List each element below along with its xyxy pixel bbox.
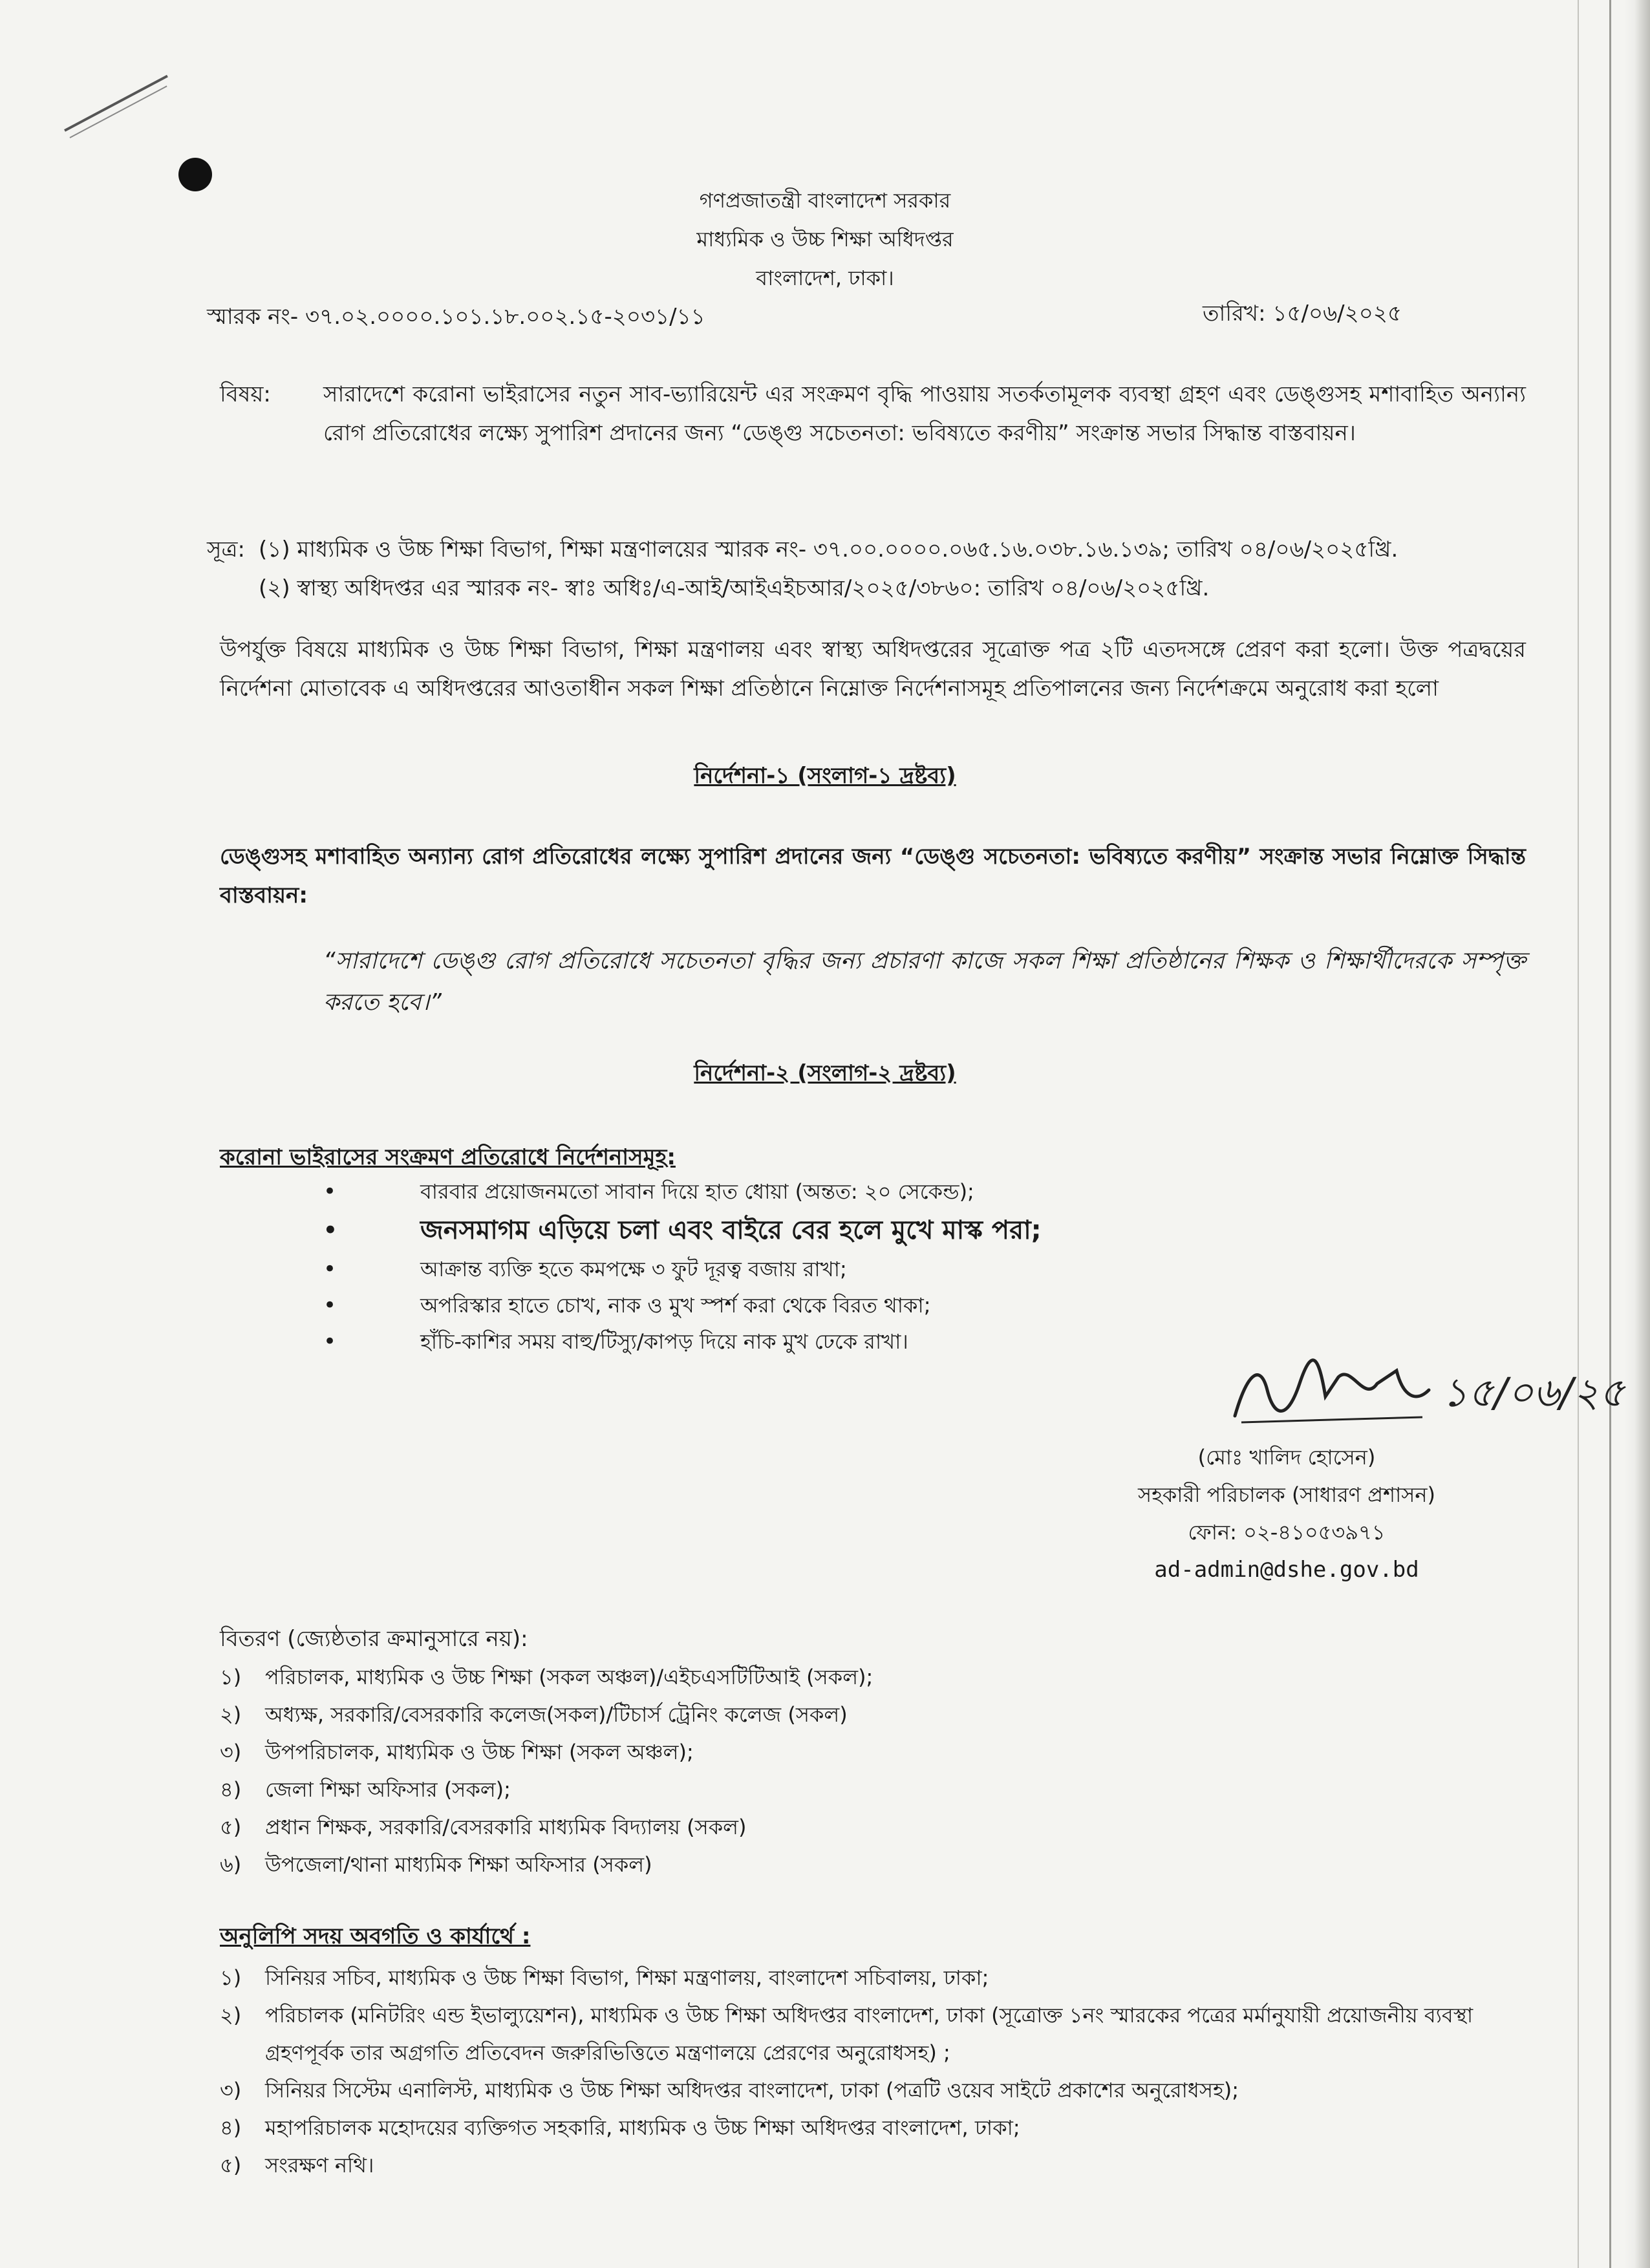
directive-2-subheading: করোনা ভাইরাসের সংক্রমণ প্রতিরোধে নির্দেশনাসমূহ:: [220, 1144, 676, 1170]
directive-2-heading: নির্দেশনা-২ (সংলাগ-২ দ্রষ্টব্য): [694, 1060, 956, 1086]
item-text: অধ্যক্ষ, সরকারি/বেসরকারি কলেজ(সকল)/টিচার্স ট্রেনিং কলেজ (সকল): [265, 1702, 848, 1727]
memo-date: তারিখ: ১৫/০৬/২০২৫: [1203, 301, 1402, 326]
list-item: [220, 1996, 1526, 2071]
list-item: • হাঁচি-কাশির সময় বাহু/টিস্যু/কাপড় দিয়ে নাক মুখ ঢেকে রাখা।: [323, 1323, 1552, 1360]
directive-1-intro: ডেঙ্গুসহ মশাবাহিত অন্যান্য রোগ প্রতিরোধের লক্ষ্যে সুপারিশ প্রদানের জন্য “ডেঙ্গু সচেতনতা: ভবিষ্যতে করণীয়” সংক্রান্ত সভার নিম্নোক্ত সিদ্ধান্ত বাস্তবায়ন:: [220, 844, 1526, 908]
list-item: [220, 1808, 1513, 1846]
list-item: [220, 2071, 1526, 2109]
subject-label: বিষয়:: [220, 381, 271, 407]
item-text: উপজেলা/থানা মাধ্যমিক শিক্ষা অফিসার (সকল): [265, 1852, 652, 1877]
item-number: ২): [220, 2003, 242, 2027]
list-item: [220, 1771, 1513, 1808]
reference-list: [259, 530, 1552, 608]
reference-label: সূত্র:: [207, 537, 245, 562]
page-edge-shadow: [1624, 0, 1650, 2268]
reference-item-1: (১) মাধ্যমিক ও উচ্চ শিক্ষা বিভাগ, শিক্ষা মন্ত্রণালয়ের স্মারক নং- ৩৭.০০.০০০০.০৬৫.১৬.০৩৮.১৬.১৩৯; তারিখ ০৪/০৬/২০২৫খ্রি.: [259, 537, 1398, 562]
distribution-list: [220, 1658, 1513, 1883]
handwritten-signature: [1228, 1345, 1625, 1435]
list-item: • আক্রান্ত ব্যক্তি হতে কমপক্ষে ৩ ফুট দূরত্ব বজায় রাখা;: [323, 1251, 1552, 1287]
signatory-phone: ফোন: ০২-৪১০৫৩৯৭১: [1188, 1520, 1386, 1545]
item-text: সংরক্ষণ নথি।: [265, 2153, 374, 2177]
signatory-email: ad-admin@dshe.gov.bd: [1154, 1557, 1419, 1583]
item-number: ৪): [220, 2115, 242, 2140]
item-text: উপপরিচালক, মাধ্যমিক ও উচ্চ শিক্ষা (সকল অঞ্চল);: [265, 1740, 694, 1764]
directive-1-quote: “সারাদেশে ডেঙ্গু রোগ প্রতিরোধে সচেতনতা বৃদ্ধির জন্য প্রচারণা কাজে সকল শিক্ষা প্রতিষ্ঠানের শিক্ষক ও শিক্ষার্থীদেরকে সম্পৃক্ত করতে হবে।”: [323, 948, 1526, 1016]
list-item: [220, 1733, 1513, 1771]
list-item: • বারবার প্রয়োজনমতো সাবান দিয়ে হাত ধোয়া (অন্তত: ২০ সেকেন্ড);: [323, 1173, 1552, 1210]
item-text: পরিচালক (মনিটরিং এন্ড ইভাল্যুয়েশন), মাধ্যমিক ও উচ্চ শিক্ষা অধিদপ্তর বাংলাদেশ, ঢাকা (সূত্রোক্ত ১নং স্মারকের পত্রের মর্মানুযায়ী প্রয়োজনীয় ব্যবস্থা গ্রহণপূর্বক তার অগ্রগতি প্রতিবেদন জরুরিভিত্তিতে মন্ত্রণালয়ে প্রেরণের অনুরোধসহ) ;: [265, 2003, 1473, 2065]
list-item: [220, 2146, 1526, 2184]
item-number: ১): [220, 1665, 242, 1689]
reference-item-2: (২) স্বাস্থ্য অধিদপ্তর এর স্মারক নং- স্বাঃ অধিঃ/এ-আই/আইএইচআর/২০২৫/৩৮৬০: তারিখ ০৪/০৬/২০২৫খ্রি.: [259, 575, 1210, 601]
signature-date: ১৫/০৬/২৫: [1442, 1369, 1625, 1416]
memo-number: স্মারক নং- ৩৭.০২.০০০০.১০১.১৮.০০২.১৫-২০৩১/১১: [207, 304, 705, 330]
directive-1-heading: নির্দেশনা-১ (সংলাগ-১ দ্রষ্টব্য): [694, 763, 956, 789]
signatory-name: (মোঃ খালিদ হোসেন): [1197, 1445, 1376, 1470]
subject-text: সারাদেশে করোনা ভাইরাসের নতুন সাব-ভ্যারিয়েন্ট এর সংক্রমণ বৃদ্ধি পাওয়ায় সতর্কতামূলক ব্যবস্থা গ্রহণ এবং ডেঙ্গুসহ মশাবাহিত অন্যান্য রোগ প্রতিরোধের লক্ষ্যে সুপারিশ প্রদানের জন্য “ডেঙ্গু সচেতনতা: ভবিষ্যতে করণীয়” সংক্রান্ত সভার সিদ্ধান্ত বাস্তবায়ন।: [323, 381, 1526, 446]
corona-guidelines-list: [323, 1173, 1552, 1360]
list-item: [220, 2109, 1526, 2146]
item-number: ৫): [220, 2153, 242, 2177]
list-item: [220, 1658, 1513, 1696]
body-paragraph: উপর্যুক্ত বিষয়ে মাধ্যমিক ও উচ্চ শিক্ষা বিভাগ, শিক্ষা মন্ত্রণালয় এবং স্বাস্থ্য অধিদপ্তরের সূত্রোক্ত পত্র ২টি এতদসঙ্গে প্রেরণ করা হলো। উক্ত পত্রদ্বয়ের নির্দেশনা মোতাবেক এ অধিদপ্তরের আওতাধীন সকল শিক্ষা প্রতিষ্ঠানে নিম্নোক্ত নির্দেশনাসমূহ প্রতিপালনের জন্য নির্দেশক্রমে অনুরোধ করা হলো: [220, 637, 1526, 701]
copies-heading: অনুলিপি সদয় অবগতি ও কার্যার্থে :: [220, 1923, 531, 1949]
letterhead: [0, 181, 1650, 297]
list-item: [220, 1696, 1513, 1733]
item-text: পরিচালক, মাধ্যমিক ও উচ্চ শিক্ষা (সকল অঞ্চল)/এইচএসটিটিআই (সকল);: [265, 1665, 873, 1689]
item-text: সিনিয়র সিস্টেম এনালিস্ট, মাধ্যমিক ও উচ্চ শিক্ষা অধিদপ্তর বাংলাদেশ, ঢাকা (পত্রটি ওয়েব সাইটে প্রকাশের অনুরোধসহ);: [265, 2078, 1239, 2102]
item-number: ২): [220, 1702, 242, 1727]
list-item: • অপরিস্কার হাতে চোখ, নাক ও মুখ স্পর্শ করা থেকে বিরত থাকা;: [323, 1287, 1552, 1323]
list-item: • জনসমাগম এড়িয়ে চলা এবং বাইরে বের হলে মুখে মাস্ক পরা;: [323, 1210, 1552, 1251]
item-text: মহাপরিচালক মহোদয়ের ব্যক্তিগত সহকারি, মাধ্যমিক ও উচ্চ শিক্ষা অধিদপ্তর বাংলাদেশ, ঢাকা;: [265, 2115, 1020, 2140]
directorate-name: মাধ্যমিক ও উচ্চ শিক্ষা অধিদপ্তর: [696, 227, 954, 251]
signatory-block: [1060, 1439, 1513, 1589]
item-text: সিনিয়র সচিব, মাধ্যমিক ও উচ্চ শিক্ষা বিভাগ, শিক্ষা মন্ত্রণালয়, বাংলাদেশ সচিবালয়, ঢাকা;: [265, 1965, 989, 1990]
pencil-mark-2: [70, 85, 167, 138]
govt-name: গণপ্রজাতন্ত্রী বাংলাদেশ সরকার: [699, 188, 951, 213]
location: বাংলাদেশ, ঢাকা।: [756, 266, 894, 290]
item-text: জেলা শিক্ষা অফিসার (সকল);: [265, 1777, 511, 1802]
pencil-mark: [64, 75, 168, 132]
item-number: ৬): [220, 1852, 242, 1877]
distribution-heading: বিতরণ (জ্যেষ্ঠতার ক্রমানুসারে নয়):: [220, 1626, 528, 1652]
item-number: ৩): [220, 2078, 242, 2102]
item-number: ১): [220, 1965, 242, 1990]
item-text: প্রধান শিক্ষক, সরকারি/বেসরকারি মাধ্যমিক বিদ্যালয় (সকল): [265, 1815, 747, 1839]
page-edge-line: [1609, 0, 1611, 2268]
list-item: [220, 1959, 1526, 1996]
copies-list: [220, 1959, 1526, 2184]
signatory-designation: সহকারী পরিচালক (সাধারণ প্রশাসন): [1137, 1482, 1436, 1507]
page-edge-line-inner: [1578, 0, 1579, 2268]
item-number: ৫): [220, 1815, 242, 1839]
list-item: [220, 1846, 1513, 1883]
item-number: ৩): [220, 1740, 242, 1764]
item-number: ৪): [220, 1777, 242, 1802]
